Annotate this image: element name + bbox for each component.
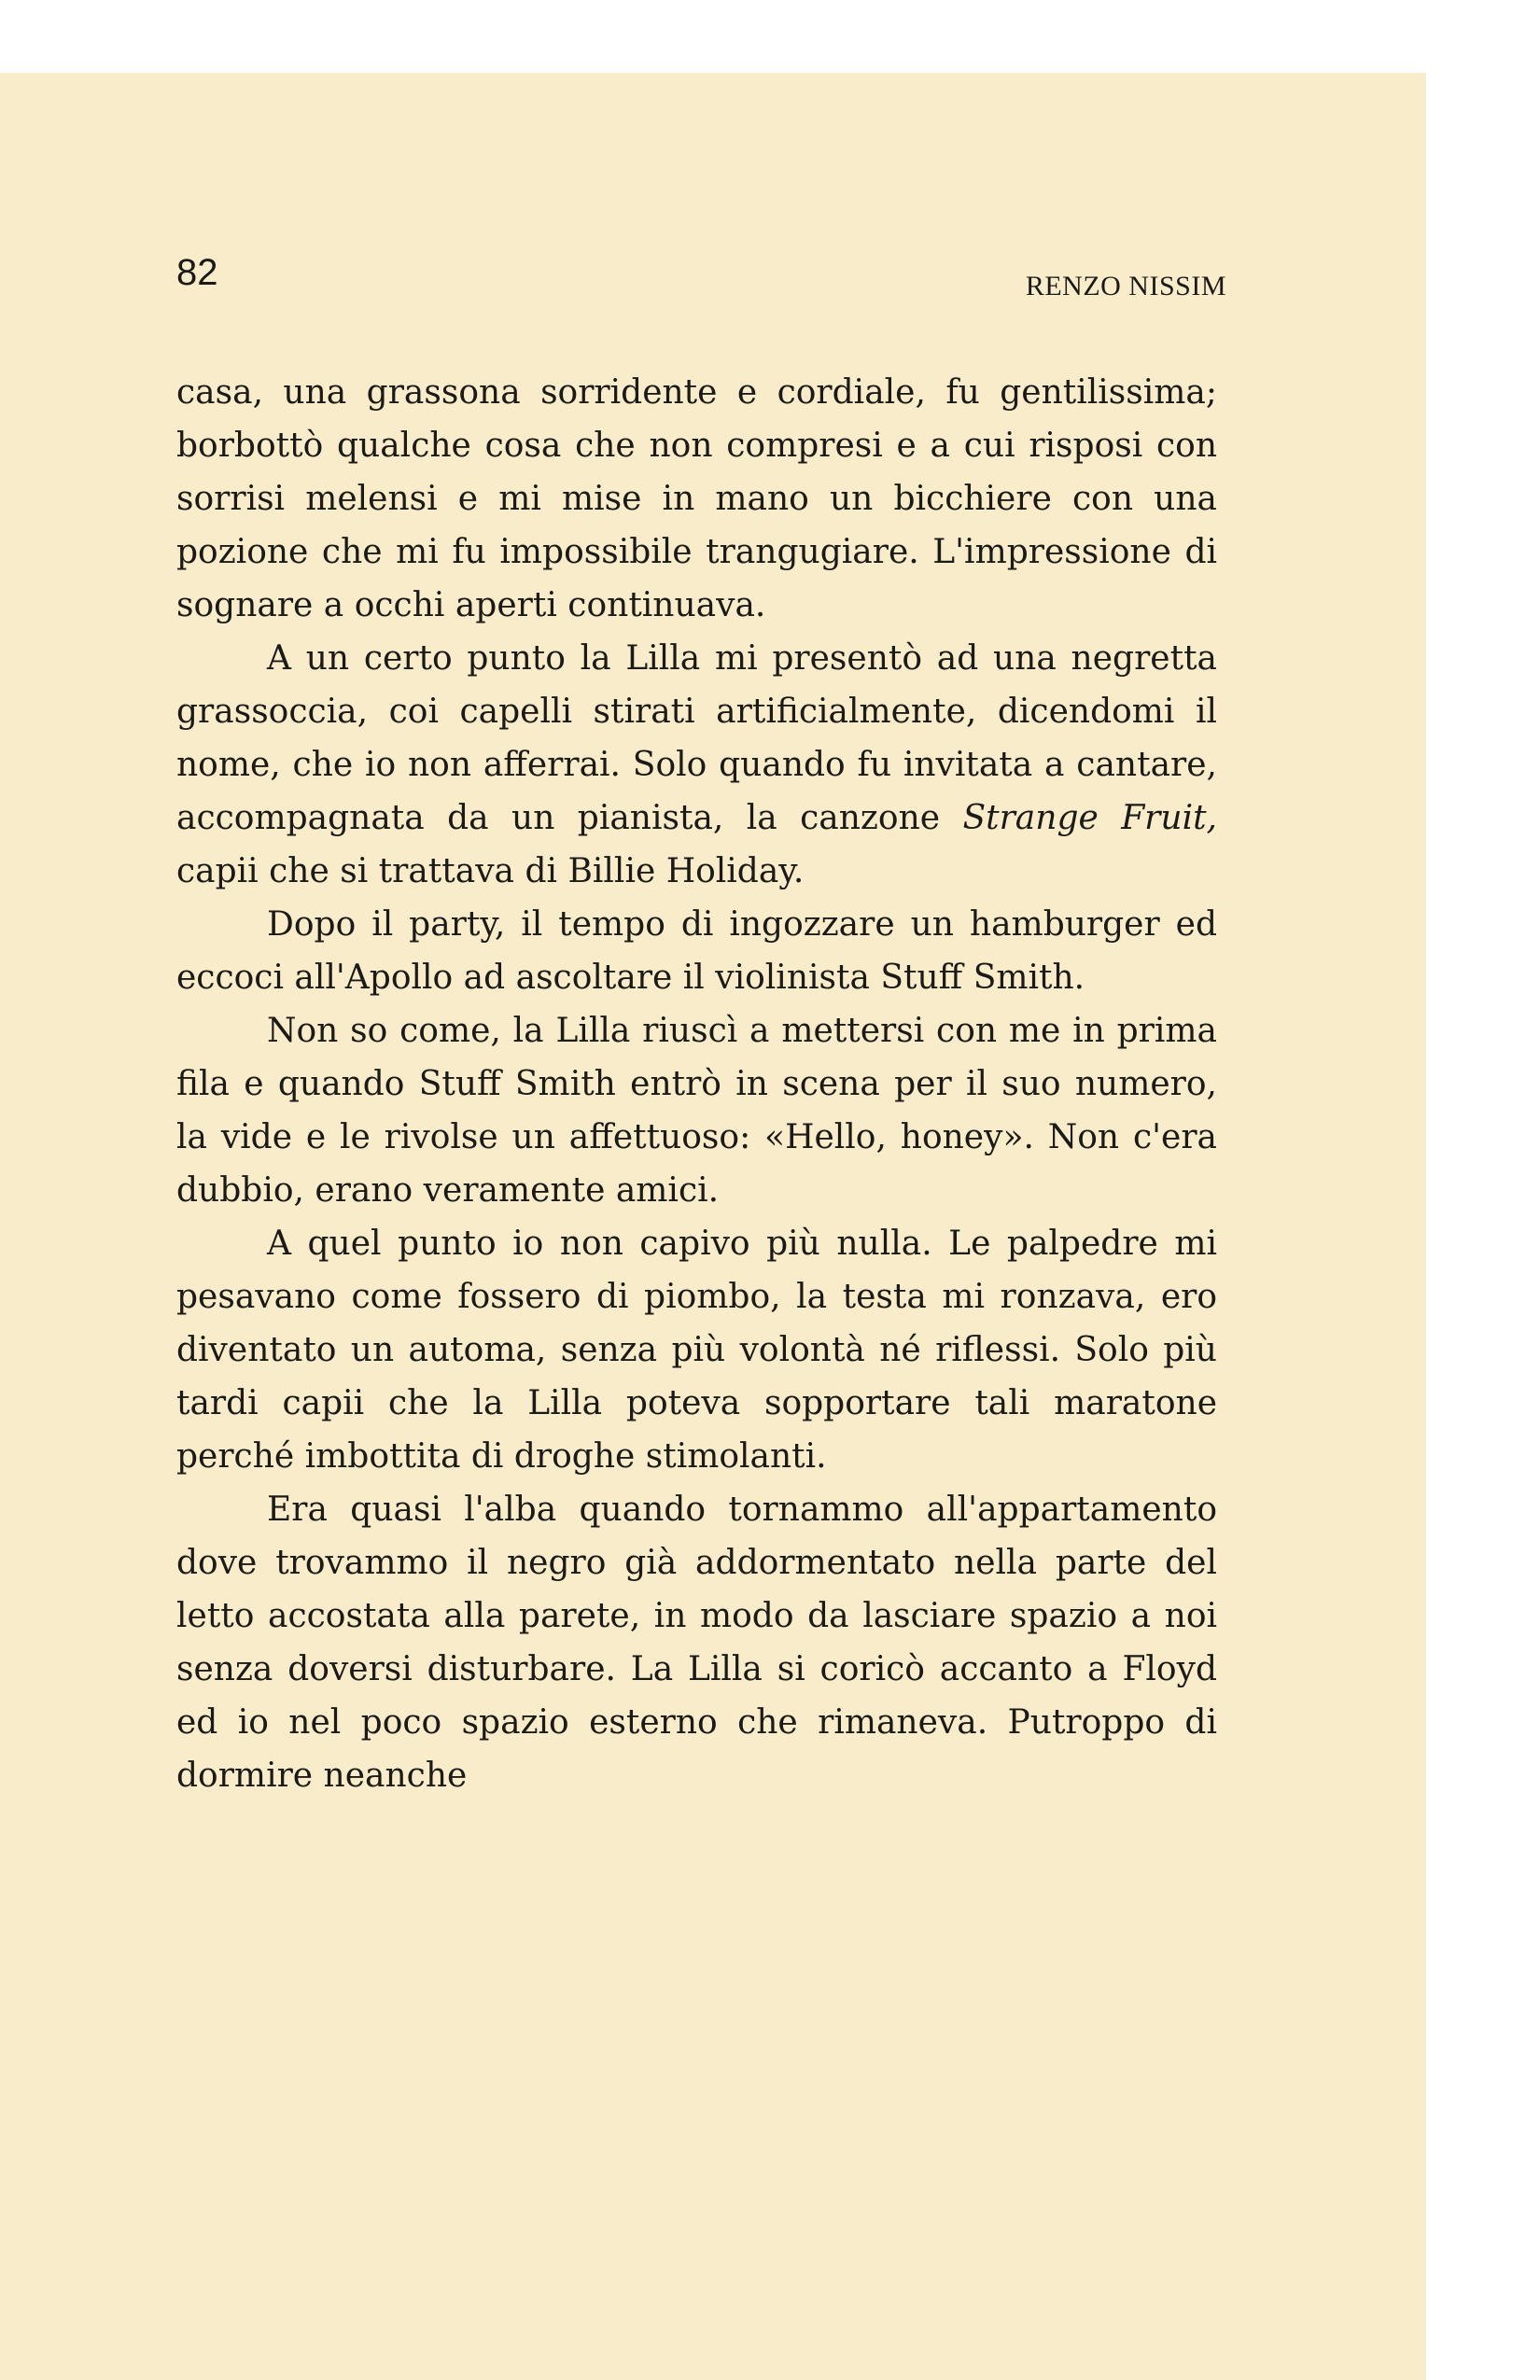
paragraph: casa, una grassona sorridente e cordiale, fu gentilissima; borbottò qualche cosa che non compresi e a cui risposi con sorrisi melensi e mi mise in mano un bicchiere con una pozione che mi fu impossibile trangugiare. L'impressione di sognare a occhi aperti continuava. — [176, 373, 1217, 624]
paragraph-text: A un certo punto la Lilla mi presentò ad una negretta grassoccia, coi capelli stirati artificialmente, dicendomi il nome, che io non afferrai. Solo quando fu invitata a cantare, accompagnata da un pianista, la canzone — [176, 639, 1217, 837]
paragraph — [176, 632, 1217, 898]
page-number: 82 — [176, 252, 218, 293]
paragraph: Non so come, la Lilla riuscì a mettersi con me in prima fila e quando Stuff Smith entrò in scena per il suo numero, la vide e le rivolse un affettuoso: «Hello, honey». Non c'era dubbio, erano veramente amici. — [176, 1012, 1217, 1210]
song-title: Strange Fruit, — [962, 799, 1217, 837]
body-text — [176, 366, 1217, 1802]
paragraph: Era quasi l'alba quando tornammo all'appartamento dove trovammo il negro già addormentato nella parte del letto accostata alla parete, in modo da lasciare spazio a noi senza doversi disturbare. La Lilla si coricò accanto a Floyd ed io nel poco spazio esterno che rimaneva. Putroppo di dormire neanche — [176, 1491, 1217, 1795]
paragraph: Dopo il party, il tempo di ingozzare un hamburger ed eccoci all'Apollo ad ascoltare il violinista Stuff Smith. — [176, 905, 1217, 997]
paragraph: A quel punto io non capivo più nulla. Le palpedre mi pesavano come fossero di piombo, la testa mi ronzava, ero diventato un automa, senza più volontà né riflessi. Solo più tardi capii che la Lilla poteva sopportare tali maratone perché imbottita di droghe stimolanti. — [176, 1225, 1217, 1476]
running-head: RENZO NISSIM — [1025, 271, 1226, 301]
paragraph-text: capii che si trattava di Billie Holiday. — [176, 852, 805, 890]
